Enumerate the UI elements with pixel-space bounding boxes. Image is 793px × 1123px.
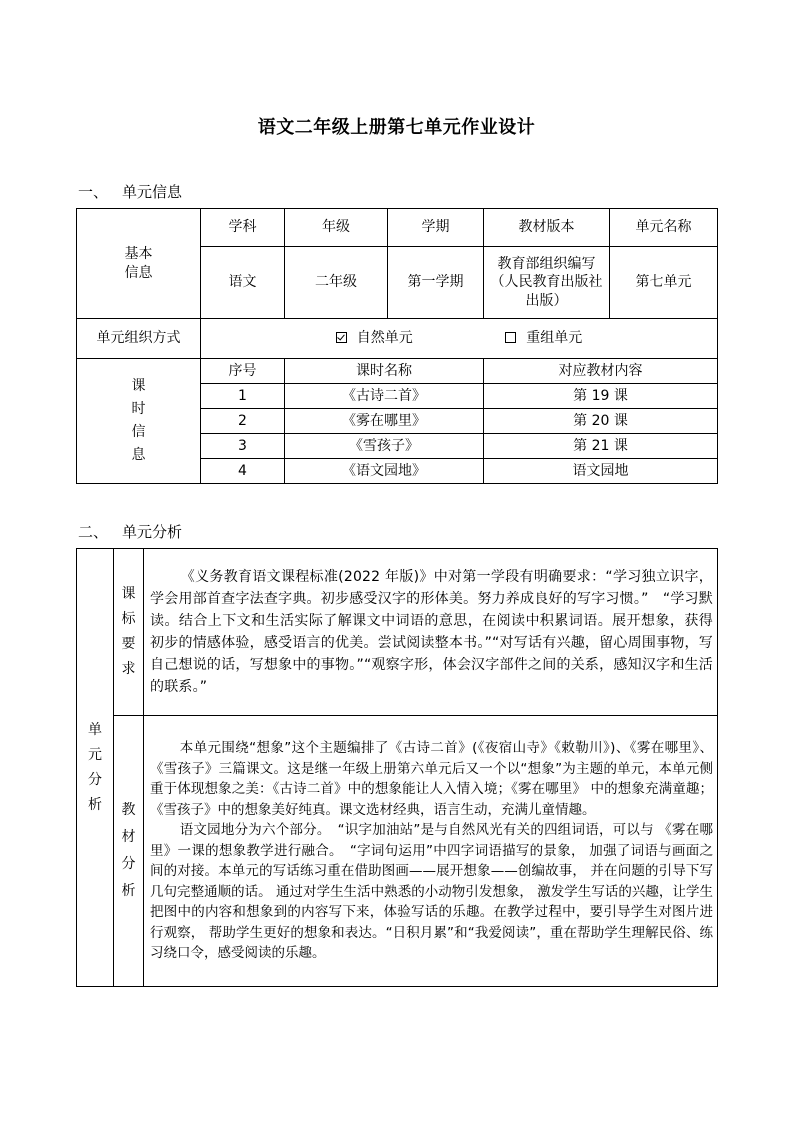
- natural-unit-checkbox[interactable]: [336, 329, 413, 347]
- standard-text: 《义务教育语文课程标准(2022 年版)》中对第一学段有明确要求：“学习独立识字，学会用部首查字法查字典。初步感受汉字的形体美。努力养成良好的写字习惯。” “学习默读。结合上下文和生活实际了解课文中词语的意思，在阅读中积累词语。展开想象，获得初步的情感体验，感受语言的优美。尝试阅读整本书。”“对写话有兴趣，留心周围事物，写自己想说的话，写想象中的事物。”“观察字形，体会汉字部件之间的关系，感知汉字和生活的联系。”: [150, 569, 713, 695]
- textbook-paragraph-2: 语文园地分为六个部分。 “识字加油站”是与自然风光有关的四组词语，可以与 《雾在哪里》一课的想象教学进行融合。 “字词句运用”中四字词语描写的景象， 加强了词语与画面之间的对接。本单元的写话练习重在借助图画——展开想象——创编故事， 并在问题的引导下写几句完整通顺的话。 通过对学生生活中熟悉的小动物引发想象， 激发学生写话的兴趣，让学生把图中的内容和想象到的内容写下来，体验写话的乐趣。在教学过程中，要引导学生对图片进行观察， 帮助学生更好的想象和表达。“日积月累”和“我爱阅读”，重在帮助学生理解民俗、练习绕口令，感受阅读的乐趣。: [150, 822, 713, 962]
- textbook-analysis-label: 教 材 分 析: [114, 716, 144, 987]
- header-grade: 年级: [285, 209, 388, 247]
- org-options: [201, 319, 718, 359]
- section-heading-unit-analysis: [78, 521, 182, 542]
- regroup-unit-checkbox[interactable]: [505, 329, 582, 347]
- lesson-header-number: 序号: [201, 359, 285, 384]
- checkbox-checked-icon: [336, 332, 347, 343]
- lesson-content: 第 21 课: [484, 434, 718, 459]
- header-subject: 学科: [201, 209, 285, 247]
- header-unit-name: 单元名称: [610, 209, 718, 247]
- header-textbook: 教材版本: [484, 209, 610, 247]
- lesson-header-name: 课时名称: [285, 359, 484, 384]
- textbook-paragraph-1: 本单元围绕“想象”这个主题编排了《古诗二首》(《夜宿山寺》《敕勒川》)、《雾在哪里》、《雪孩子》三篇课文。这是继一年级上册第六单元后又一个以“想象”为主题的单元，本单元侧重于体现想象之美：《古诗二首》中的想象能让人入情入境；《雾在哪里》 中的想象充满童趣；《雪孩子》中的想象美好纯真。课文选材经典，语言生动，充满儿童情趣。: [150, 740, 713, 818]
- value-semester: 第一学期: [388, 247, 484, 319]
- header-semester: 学期: [388, 209, 484, 247]
- unit-analysis-table: [76, 548, 718, 987]
- checkbox-empty-icon: [505, 332, 516, 343]
- unit-info-table: [76, 208, 718, 484]
- value-grade: 二年级: [285, 247, 388, 319]
- lesson-name: 《雪孩子》: [285, 434, 484, 459]
- lesson-header-content: 对应教材内容: [484, 359, 718, 384]
- natural-unit-label: 自然单元: [356, 330, 413, 347]
- basic-info-label: 基本 信息: [77, 209, 201, 319]
- lesson-content: 第 19 课: [484, 384, 718, 409]
- section-heading-unit-info: [78, 181, 182, 202]
- value-textbook: 教育部组织编写（人民教育出版社出版）: [484, 247, 610, 319]
- lesson-name: 《雾在哪里》: [285, 409, 484, 434]
- section-number: 二、: [78, 523, 109, 541]
- section-label: 单元信息: [122, 183, 183, 201]
- lesson-content: 语文园地: [484, 459, 718, 484]
- standard-text-cell: [144, 549, 718, 716]
- value-unit-name: 第七单元: [610, 247, 718, 319]
- lesson-name: 《古诗二首》: [285, 384, 484, 409]
- standard-label: 课 标 要 求: [114, 549, 144, 716]
- lesson-info-label: 课 时 信 息: [77, 359, 201, 484]
- value-subject: 语文: [201, 247, 285, 319]
- section-number: 一、: [78, 183, 109, 201]
- lesson-number: 1: [201, 384, 285, 409]
- lesson-number: 4: [201, 459, 285, 484]
- lesson-number: 3: [201, 434, 285, 459]
- page-title: 语文二年级上册第七单元作业设计: [257, 117, 536, 138]
- regroup-unit-label: 重组单元: [526, 330, 583, 347]
- lesson-content: 第 20 课: [484, 409, 718, 434]
- section-label: 单元分析: [122, 523, 183, 541]
- unit-analysis-label: 单 元 分 析: [77, 549, 114, 987]
- lesson-number: 2: [201, 409, 285, 434]
- org-label: 单元组织方式: [77, 319, 201, 359]
- textbook-text-cell: [144, 716, 718, 987]
- lesson-name: 《语文园地》: [285, 459, 484, 484]
